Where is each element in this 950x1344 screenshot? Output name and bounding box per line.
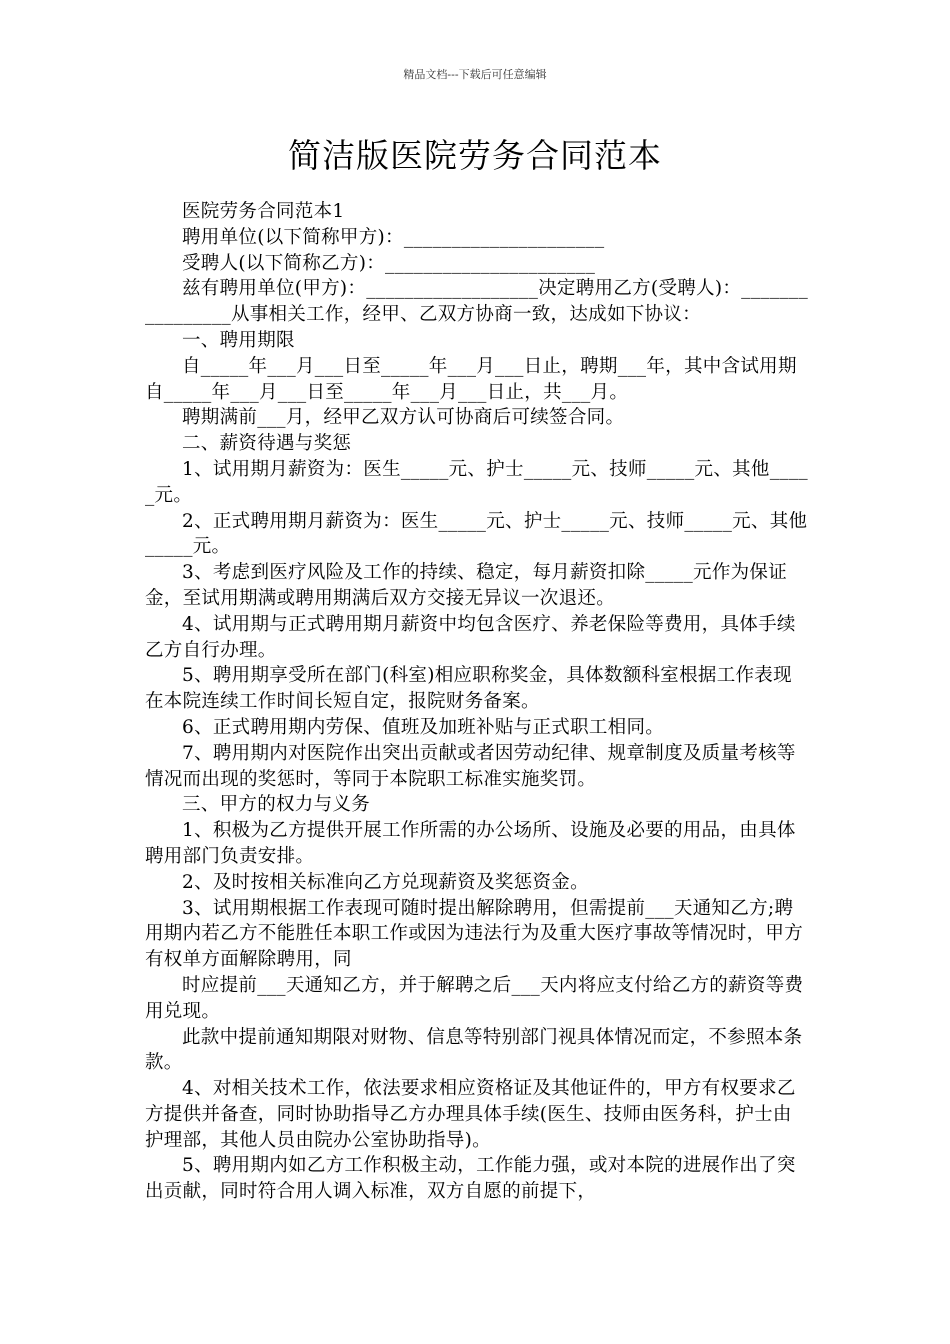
contract-subtitle: 医院劳务合同范本1 [182,201,345,222]
paragraph: 1、积极为乙方提供开展工作所需的办公场所、设施及必要的用品，由具体聘用部门负责安排。 [145,820,796,867]
paragraph: 4、试用期与正式聘用期月薪资中均包含医疗、养老保险等费用，具体手续乙方自行办理。 [145,613,796,661]
paragraph: 时应提前___天通知乙方，并于解聘之后___天内将应支付给乙方的薪资等费用兑现。 [145,974,804,1022]
employee-line: 受聘人(以下简称乙方)：______________________ [182,252,596,274]
paragraph: 1、试用期月薪资为：医生_____元、护士_____元、技师_____元、其他_____元。 [145,458,808,506]
header-note: 精品文档---下载后可任意编辑 [403,68,547,81]
paragraph: 6、正式聘用期内劳保、值班及加班补贴与正式职工相同。 [182,716,665,738]
paragraph: 聘期满前___月，经甲乙双方认可协商后可续签合同。 [182,407,625,429]
paragraph: 2、正式聘用期月薪资为：医生_____元、护士_____元、技师_____元、其他_____元。 [145,510,808,558]
paragraph: 4、对相关技术工作，依法要求相应资格证及其他证件的，甲方有权要求乙方提供并备查，同时协助指导乙方办理具体手续(医生、技师由医务科，护士由护理部，其他人员由院办公室协助指导)。 [145,1078,796,1151]
paragraph: 自_____年___月___日至_____年___月___日止，聘期___年，其中含试用期自_____年___月___日至_____年___月___日止，共___月。 [145,355,797,403]
section-heading: 一、聘用期限 [182,329,295,351]
employer-line: 聘用单位(以下简称甲方)：_____________________ [182,226,605,248]
paragraph: 7、聘用期内对医院作出突出贡献或者因劳动纪律、规章制度及质量考核等情况而出现的奖惩时，等同于本院职工标准实施奖罚。 [145,742,796,790]
document-body [145,199,810,1205]
section-heading: 三、甲方的权力与义务 [182,794,371,816]
paragraph: 此款中提前通知期限对财物、信息等特别部门视具体情况而定，不参照本条款。 [145,1026,803,1074]
agreement-intro: 兹有聘用单位(甲方)：__________________决定聘用乙方(受聘人)：________________从事相关工作，经甲、乙双方协商一致，达成如下协议： [145,278,809,326]
paragraph: 2、及时按相关标准向乙方兑现薪资及奖惩资金。 [182,871,589,893]
paragraph: 3、试用期根据工作表现可随时提出解除聘用，但需提前___天通知乙方;聘用期内若乙方不能胜任本职工作或因为违法行为及重大医疗事故等情况时，甲方有权单方面解除聘用，同 [145,897,804,971]
section-heading: 二、薪资待遇与奖惩 [182,433,352,455]
paragraph: 5、聘用期享受所在部门(科室)相应职称奖金，具体数额科室根据工作表现在本院连续工作时间长短自定，报院财务备案。 [145,665,792,713]
document-title: 简洁版医院劳务合同范本 [288,136,662,175]
paragraph: 3、考虑到医疗风险及工作的持续、稳定，每月薪资扣除_____元作为保证金，至试用期满或聘用期满后双方交接无异议一次退还。 [145,562,788,609]
paragraph: 5、聘用期内如乙方工作积极主动，工作能力强，或对本院的进展作出了突出贡献，同时符合用人调入标准，双方自愿的前提下， [145,1155,796,1203]
